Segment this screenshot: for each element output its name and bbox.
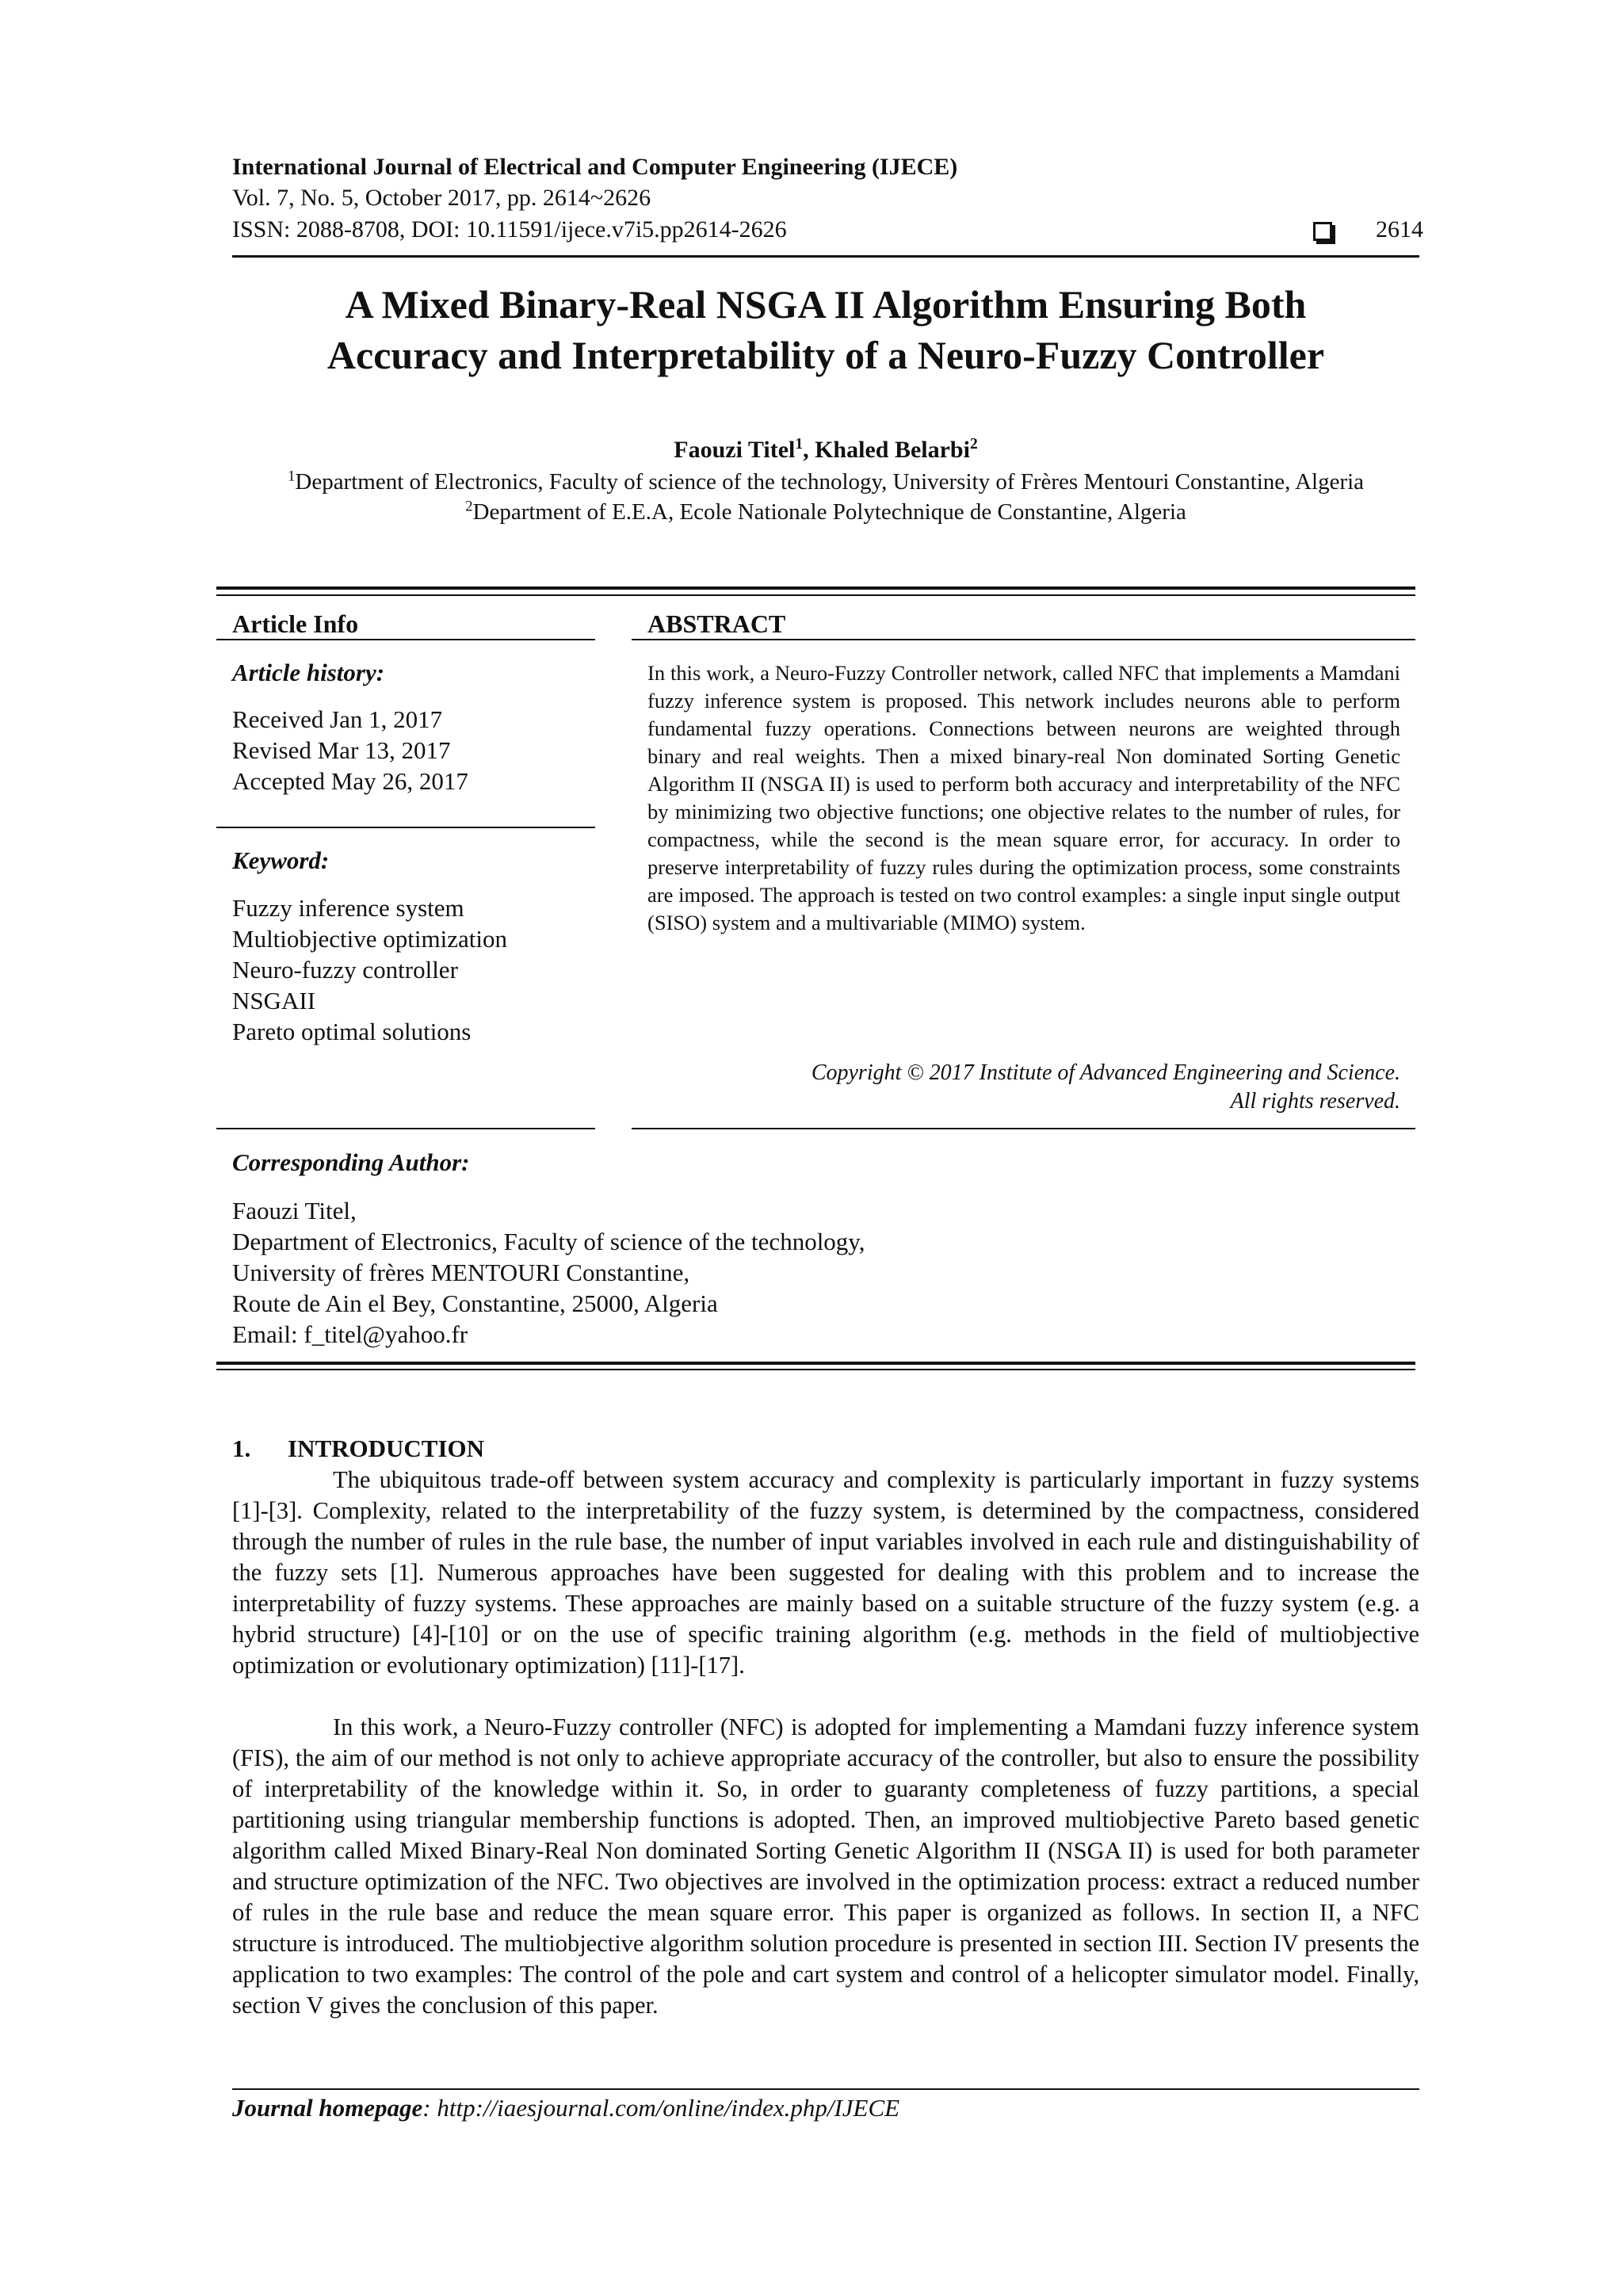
affiliation-2 xyxy=(232,498,1419,526)
paragraph-text: In this work, a Neuro-Fuzzy controller (NFC) is adopted for implementing a Mamdani fuzzy inference system (FIS), the aim of our method is not only to achieve appropriate accuracy of the controller, but also to ensure the possibility of interpretability of the knowledge within it. So, in order to guaranty completeness of fuzzy partitions, a special partitioning using triangular membership functions is adopted. Then, an improved multiobjective Pareto based genetic algorithm called Mixed Binary-Real Non dominated Sorting Genetic Algorithm II (NSGA II) is used for both parameter and structure optimization of the NFC. Two objectives are involved in the optimization process: extract a reduced number of rules in the rule base and reduce the mean square error. This paper is organized as follows. In section II, a NFC structure is introduced. The multiobjective algorithm solution procedure is presented in section III. Section IV presents the application to two examples: The control of the pole and cart system and control of a helicopter simulator model. Finally, section V gives the conclusion of this paper. xyxy=(232,1713,1419,2019)
info-bottom-rule xyxy=(216,1362,1415,1365)
paper-title-line-1: A Mixed Binary-Real NSGA II Algorithm Ensuring Both xyxy=(345,282,1307,327)
keywords-rule xyxy=(216,1128,595,1129)
affiliation-1 xyxy=(232,468,1419,496)
history-received: Received Jan 1, 2017 xyxy=(232,705,443,733)
homepage-colon: : xyxy=(422,2094,437,2122)
copyright-line-2: All rights reserved. xyxy=(1230,1089,1400,1114)
author-affiliation-mark: 1 xyxy=(795,436,804,453)
affiliation-text: Department of E.E.A, Ecole Nationale Polytechnique de Constantine, Algeria xyxy=(472,499,1186,525)
author-affiliation-mark: 2 xyxy=(969,436,978,453)
paper-title xyxy=(232,279,1419,380)
journal-issn-doi: ISSN: 2088-8708, DOI: 10.11591/ijece.v7i5.pp2614-2626 xyxy=(232,216,787,243)
info-top-rule-inner xyxy=(216,594,1415,596)
square-box-icon xyxy=(1313,222,1332,241)
keyword-heading: Keyword: xyxy=(232,846,330,874)
corresponding-author-heading: Corresponding Author: xyxy=(232,1148,470,1176)
affiliation-mark: 1 xyxy=(287,468,296,485)
copyright-line-1: Copyright © 2017 Institute of Advanced Engineering and Science. xyxy=(811,1060,1400,1085)
author-separator: , xyxy=(803,437,815,463)
article-info-rule xyxy=(216,639,595,640)
homepage-link[interactable]: http://iaesjournal.com/online/index.php/IJECE xyxy=(437,2094,900,2122)
affiliation-mark: 2 xyxy=(465,498,473,515)
introduction-paragraph-2 xyxy=(232,1712,1419,2021)
author-list xyxy=(232,436,1419,464)
section-title: INTRODUCTION xyxy=(288,1435,485,1462)
corresponding-author-department: Department of Electronics, Faculty of science of the technology, xyxy=(232,1228,865,1255)
introduction-paragraph-1 xyxy=(232,1465,1419,1681)
section-number: 1. xyxy=(232,1435,251,1462)
journal-name: International Journal of Electrical and Computer Engineering (IJECE) xyxy=(232,154,958,180)
homepage-label: Journal homepage xyxy=(232,2094,423,2122)
introduction-heading xyxy=(232,1434,484,1464)
footer-rule xyxy=(232,2088,1419,2090)
paragraph-text: The ubiquitous trade-off between system accuracy and complexity is particularly important in fuzzy systems [1]-[3]. Complexity, related to the interpretability of the fuzzy system, is determined by the compactness, considered through the number of rules in the rule base, the number of input variables involved in each rule and distinguishability of the fuzzy sets [1]. Numerous approaches have been suggested for dealing with this problem and to increase the interpretability of fuzzy systems. These approaches are mainly based on a suitable structure of the fuzzy system (e.g. a hybrid structure) [4]-[10] or on the use of specific training algorithm (e.g. methods in the field of multiobjective optimization or evolutionary optimization) [11]-[17]. xyxy=(232,1466,1419,1679)
abstract-heading: ABSTRACT xyxy=(647,609,786,638)
keyword-item: Pareto optimal solutions xyxy=(232,1018,472,1045)
journal-volume: Vol. 7, No. 5, October 2017, pp. 2614~2626 xyxy=(232,185,651,211)
keyword-item: Neuro-fuzzy controller xyxy=(232,956,458,984)
corresponding-author-email: Email: f_titel@yahoo.fr xyxy=(232,1320,468,1348)
article-info-heading: Article Info xyxy=(232,609,359,638)
history-rule xyxy=(216,827,595,828)
info-top-rule xyxy=(216,586,1415,590)
history-accepted: Accepted May 26, 2017 xyxy=(232,767,468,795)
info-bottom-rule-inner xyxy=(216,1369,1415,1370)
corresponding-author-university: University of frères MENTOURI Constantine, xyxy=(232,1259,690,1286)
corresponding-author-name: Faouzi Titel, xyxy=(232,1197,357,1224)
journal-homepage xyxy=(232,2093,899,2123)
header-rule xyxy=(232,255,1419,258)
page-number: 2614 xyxy=(1376,216,1423,243)
keyword-item: Multiobjective optimization xyxy=(232,925,507,953)
abstract-text: In this work, a Neuro-Fuzzy Controller network, called NFC that implements a Mamdani fuzzy inference system is proposed. This network includes neurons able to perform fundamental fuzzy operations. Connections between neurons are weighted through binary and real weights. Then a mixed binary-real Non dominated Sorting Genetic Algorithm II (NSGA II) is used to perform both accuracy and interpretability of the NFC by minimizing two objective functions; one objective relates to the number of rules, for compactness, while the second is the mean square error, for accuracy. In order to preserve interpretability of fuzzy rules during the optimization process, some constraints are imposed. The approach is tested on two control examples: a single input single output (SISO) system and a multivariable (MIMO) system. xyxy=(647,661,1400,934)
abstract-bottom-rule xyxy=(632,1128,1415,1129)
article-history-heading: Article history: xyxy=(232,659,385,686)
keyword-item: NSGAII xyxy=(232,987,316,1014)
history-revised: Revised Mar 13, 2017 xyxy=(232,736,451,764)
paper-title-line-2: Accuracy and Interpretability of a Neuro-Fuzzy Controller xyxy=(327,333,1325,377)
author-name: Khaled Belarbi xyxy=(815,437,970,463)
affiliation-text: Department of Electronics, Faculty of science of the technology, University of Frères Mentouri Constantine, Algeria xyxy=(295,469,1365,495)
author-name: Faouzi Titel xyxy=(674,437,796,463)
corresponding-author-address: Route de Ain el Bey, Constantine, 25000, Algeria xyxy=(232,1289,718,1317)
keyword-item: Fuzzy inference system xyxy=(232,894,464,922)
abstract-rule xyxy=(632,639,1415,640)
